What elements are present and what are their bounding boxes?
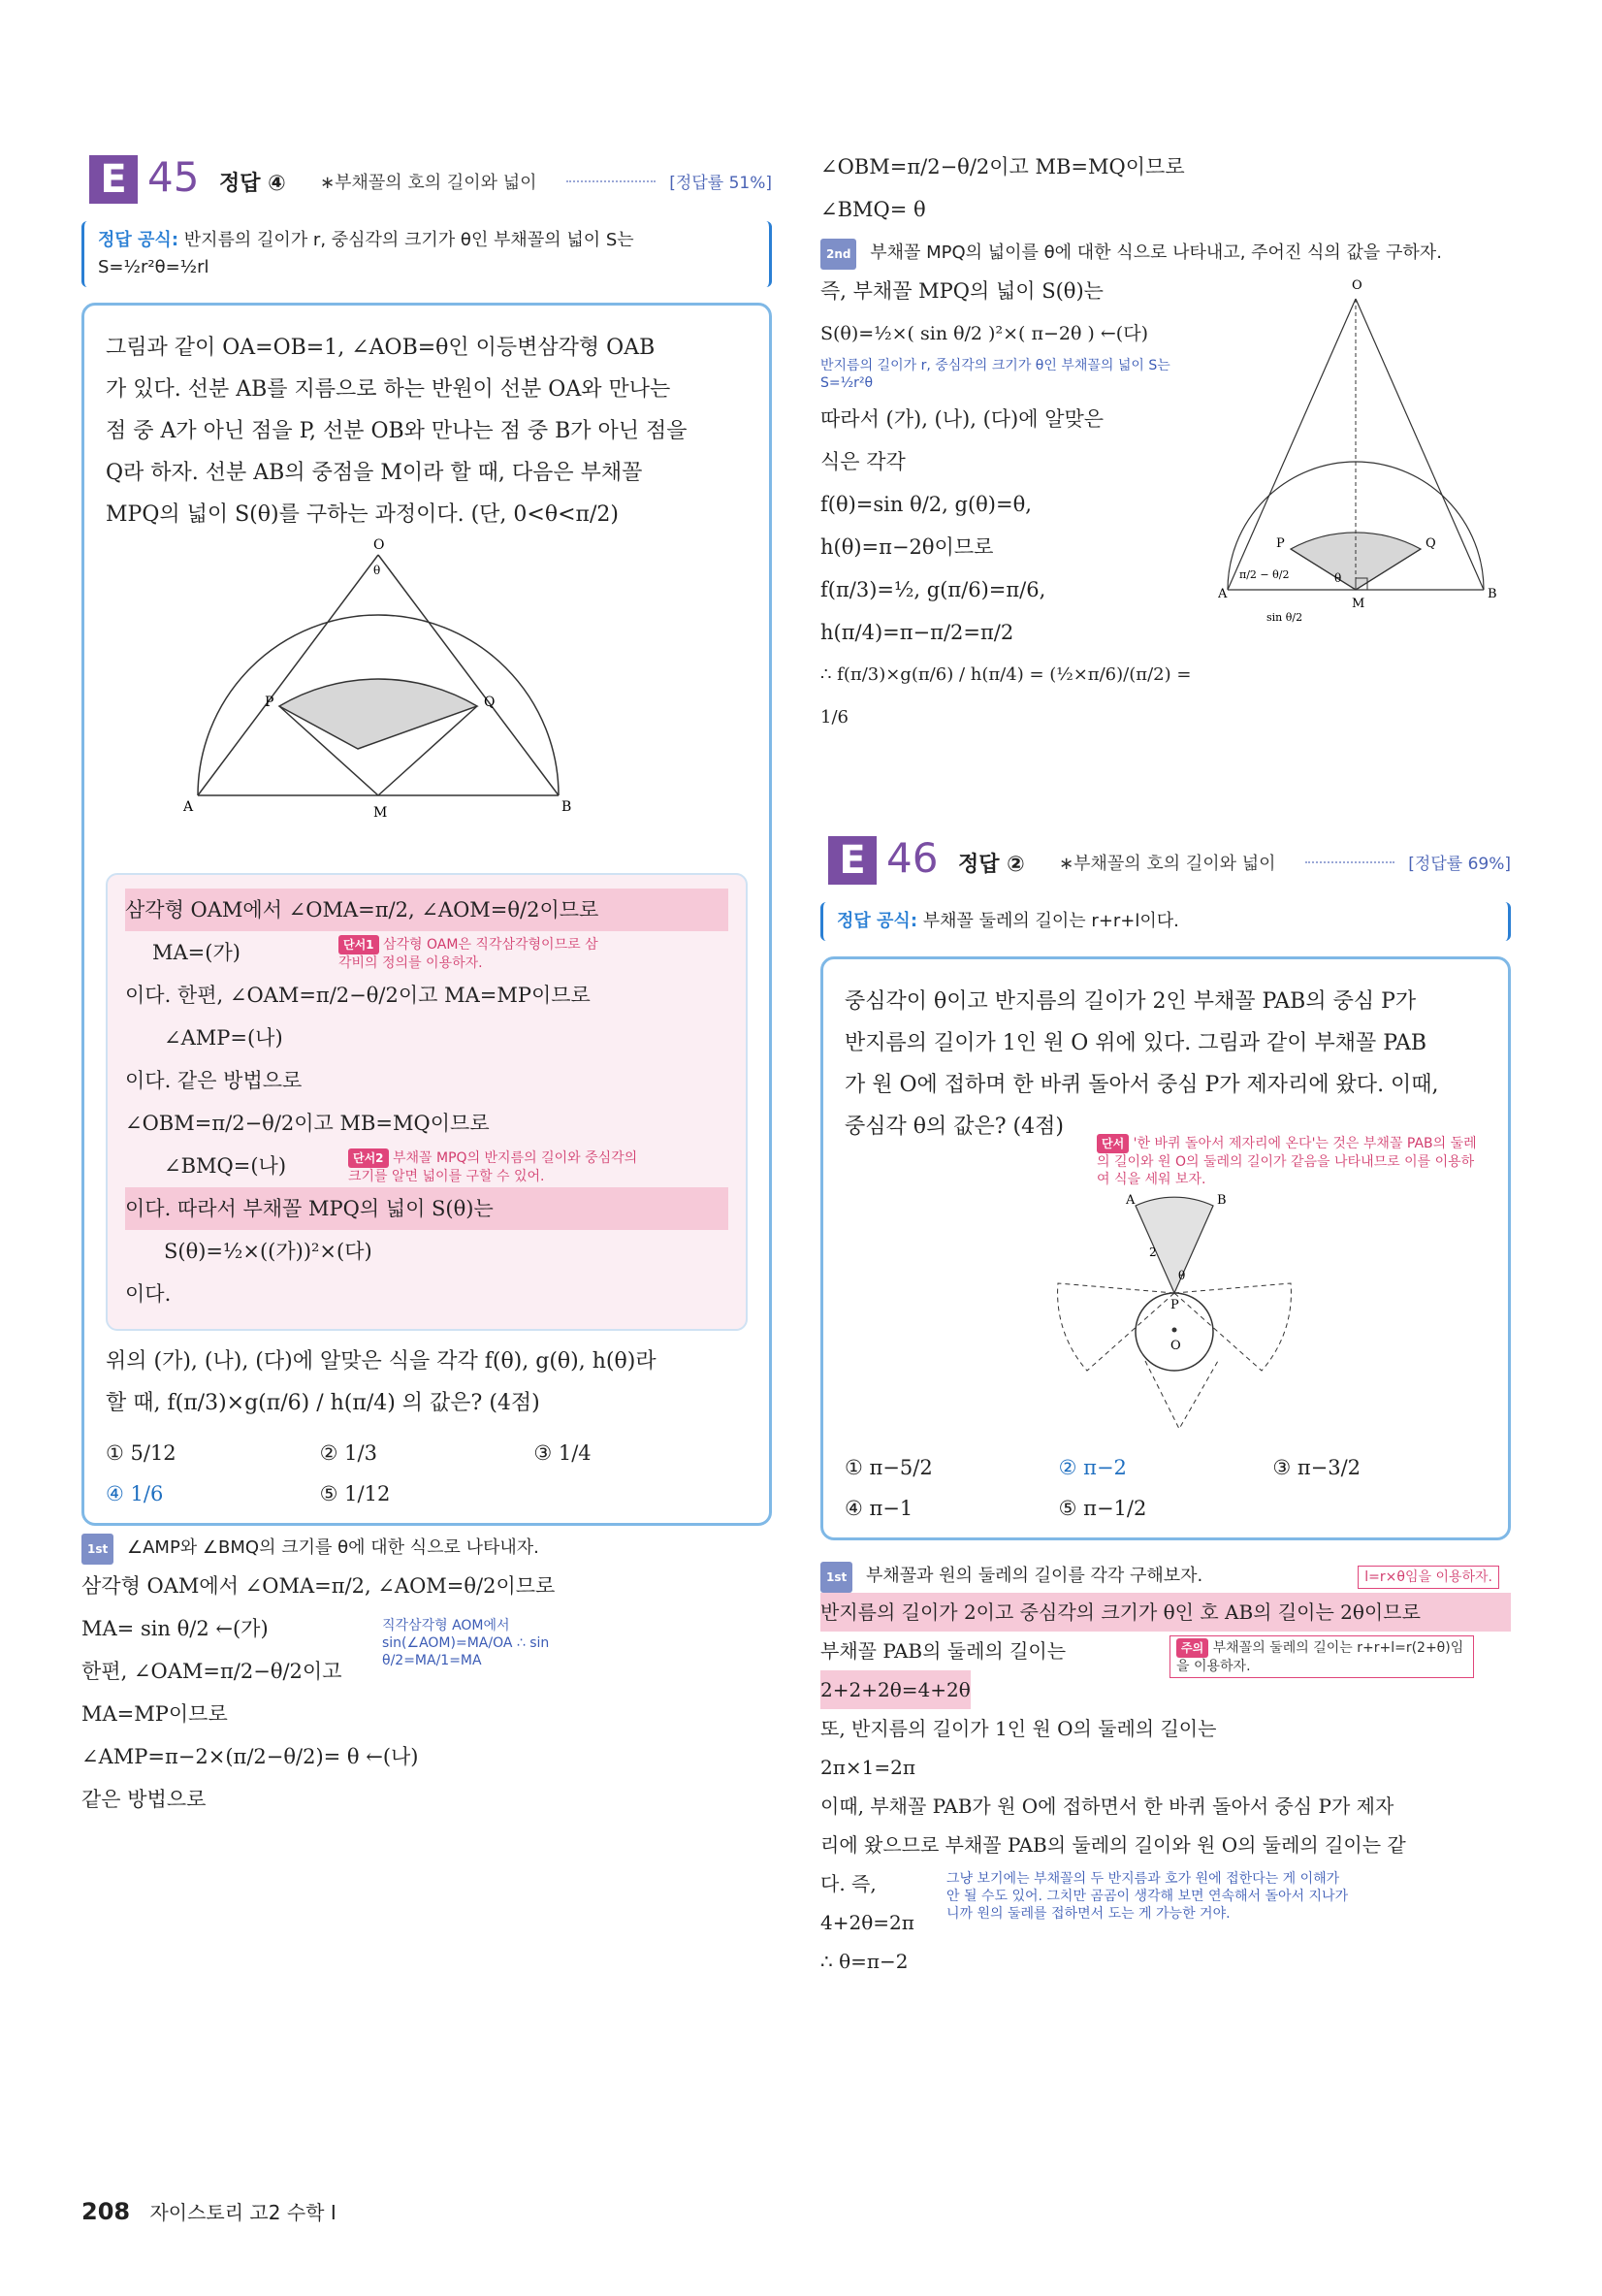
leader-dots — [1305, 861, 1394, 863]
problem-line: 가 있다. 선분 AB를 지름으로 하는 반원이 선분 OA와 만나는 — [106, 377, 671, 402]
rolling-figure-area — [845, 1136, 1487, 1439]
solution-line: 이때, 부채꼴 PAB가 원 O에 접하면서 한 바퀴 돌아서 중심 P가 제자 — [820, 1795, 1394, 1818]
label-a: A — [183, 799, 194, 815]
problem-line: 가 원 O에 접하며 한 바퀴 돌아서 중심 P가 제자리에 왔다. 이때, — [845, 1073, 1439, 1097]
formula-text: 반지름의 길이가 r, 중심각의 크기가 θ인 부채꼴의 넓이 S는 — [183, 230, 634, 250]
problem-number: 46 — [886, 834, 939, 882]
hint-1 — [338, 935, 610, 972]
solution-continued — [820, 146, 1511, 231]
label-o: O — [1170, 1339, 1181, 1353]
formula-label: 정답 공식: — [98, 230, 179, 250]
label-theta: θ — [373, 564, 381, 577]
accuracy-rate: [정답률 69%] — [1408, 855, 1511, 874]
solution-line: 2+2+2θ=4+2θ — [820, 1670, 971, 1709]
proof-line: 이다. 한편, ∠OAM=π/2−θ/2이고 MA=MP이므로 — [125, 984, 591, 1007]
choice-2[interactable]: ② 1/3 — [319, 1441, 377, 1465]
problem-line: 중심각이 θ이고 반지름의 길이가 2인 부채꼴 PAB의 중심 P가 — [845, 989, 1417, 1014]
label-theta: θ — [1334, 571, 1342, 585]
label-sin: sin θ/2 — [1266, 611, 1303, 624]
caution-text: 부채꼴의 둘레의 길이는 r+r+l=r(2+θ)임을 이용하자. — [1176, 1640, 1464, 1674]
problem-line: Q라 하자. 선분 AB의 중점을 M이라 할 때, 다음은 부채꼴 — [106, 461, 643, 485]
solution-line: MA= sin θ/2 ←(가) — [81, 1617, 269, 1640]
solution-line: 반지름의 길이가 2이고 중심각의 크기가 θ인 호 AB의 길이는 2θ이므로 — [820, 1593, 1511, 1632]
problem-text — [106, 327, 748, 535]
caution-2 — [1169, 1635, 1474, 1678]
formula-equation: S=½r²θ=½rl — [98, 257, 209, 277]
problem-box — [81, 303, 772, 1526]
calc-line: f(π/3)=½, g(π/6)=π/6, — [820, 578, 1046, 601]
proof-line: ∠AMP=(나) — [164, 1026, 283, 1050]
problem-line: 반지름의 길이가 1인 원 O 위에 있다. 그림과 같이 부채꼴 PAB — [845, 1031, 1427, 1055]
hint-tag: 단서 — [1097, 1134, 1129, 1153]
step-tag: 1st — [820, 1562, 852, 1593]
step-text: 부채꼴과 원의 둘레의 길이를 각각 구해보자. — [865, 1566, 1203, 1586]
choices-46 — [845, 1456, 1487, 1520]
label-o: O — [373, 537, 385, 553]
solution-line: 4+2θ=2π — [820, 1911, 914, 1934]
proof-box — [106, 873, 748, 1331]
solution-line: 리에 왔으므로 부채꼴 PAB의 둘레의 길이와 원 O의 둘레의 길이는 같 — [820, 1833, 1406, 1857]
choices-45 — [106, 1441, 748, 1505]
label-p: P — [265, 695, 274, 710]
choice-2[interactable]: ② π−2 — [1058, 1456, 1127, 1479]
calc-line: h(θ)=π−2θ이므로 — [820, 535, 994, 559]
proof-line: 이다. 같은 방법으로 — [125, 1069, 303, 1092]
choice-5[interactable]: ⑤ 1/12 — [319, 1482, 391, 1505]
pink-note: 반지름의 길이가 r, 중심각의 크기가 θ인 부채꼴의 넓이 S는 S=½r²θ — [820, 358, 1170, 391]
hint-tag: 단서1 — [338, 935, 379, 954]
label-m: M — [373, 805, 388, 821]
right-column — [820, 146, 1511, 1981]
answer-formula — [820, 902, 1511, 941]
topic-label: ∗부채꼴의 호의 길이와 넓이 — [320, 173, 537, 193]
blue-note: 그냥 보기에는 부채꼴의 두 반지름과 호가 원에 접한다는 게 이해가 안 될 수도 있어. 그치만 곰곰이 생각해 보면 연속해서 돌아서 지나가니까 원의 둘레를 접하면서 도는 게 가능한 거야. — [946, 1871, 1349, 1922]
hint-46 — [1097, 1134, 1485, 1188]
choice-3[interactable]: ③ π−3/2 — [1272, 1456, 1362, 1479]
step-text: ∠AMP와 ∠BMQ의 크기를 θ에 대한 식으로 나타내자. — [126, 1537, 539, 1558]
problem-line: MPQ의 넓이 S(θ)를 구하는 과정이다. (단, 0<θ<π/2) — [106, 502, 619, 527]
calc-line: 식은 각각 — [820, 450, 906, 473]
choice-4[interactable]: ④ π−1 — [845, 1497, 913, 1520]
problem-text — [845, 981, 1487, 1148]
step-1 — [81, 1534, 772, 1565]
caution-tag: 주의 — [1176, 1638, 1208, 1658]
problem-number: 45 — [147, 153, 200, 201]
label-b: B — [1217, 1193, 1227, 1208]
hint-text: '한 바퀴 돌아서 제자리에 온다'는 것은 부채꼴 PAB의 둘레의 길이와 원 O의 둘레의 길이가 같음을 나타내므로 이를 이용하여 식을 세워 보자. — [1097, 1136, 1477, 1187]
solution-line: ∠OBM=π/2−θ/2이고 MB=MQ이므로 — [820, 155, 1185, 178]
proof-line: MA=(가) — [152, 941, 240, 964]
hint-text: 부채꼴 MPQ의 반지름의 길이와 중심각의 크기를 알면 넓이를 구할 수 있어. — [348, 1150, 638, 1184]
label-q: Q — [484, 695, 496, 710]
choice-3[interactable]: ③ 1/4 — [533, 1441, 592, 1465]
label-p: P — [1170, 1298, 1179, 1312]
solution-line: 같은 방법으로 — [81, 1788, 207, 1811]
triangle-figure — [106, 535, 746, 856]
label-q: Q — [1426, 536, 1436, 551]
label-m: M — [1352, 597, 1365, 611]
label-two: 2 — [1149, 1245, 1157, 1259]
hint-tag: 단서2 — [348, 1148, 389, 1168]
rolling-sector-figure — [1000, 1186, 1349, 1439]
solution-line: ∴ θ=π−2 — [820, 1950, 909, 1973]
calc-lines — [820, 270, 1208, 739]
problem-line: 중심각 θ의 값은? (4점) — [845, 1115, 1064, 1139]
calc-block — [820, 270, 1511, 793]
label-p: P — [1276, 536, 1285, 551]
choice-5[interactable]: ⑤ π−1/2 — [1058, 1497, 1147, 1520]
label-o: O — [1352, 278, 1362, 293]
caution-1: l=r×θ임을 이용하자. — [1358, 1566, 1499, 1589]
segment-oa — [198, 555, 381, 795]
step-text: 부채꼴 MPQ의 넓이를 θ에 대한 식으로 나타내고, 주어진 식의 값을 구하자. — [870, 243, 1442, 263]
solution-line: 2π×1=2π — [820, 1756, 915, 1779]
question-line: 할 때, f(π/3)×g(π/6) / h(π/4) 의 값은? (4점) — [106, 1391, 540, 1415]
page-number: 208 — [81, 2198, 131, 2225]
answer-formula — [81, 221, 772, 287]
solution-line: 한편, ∠OAM=π/2−θ/2이고 — [81, 1660, 342, 1683]
calc-line: S(θ)=½×( sin θ/2 )²×( π−2θ ) ←(다) — [820, 323, 1148, 344]
solution-figure — [1218, 270, 1509, 658]
solution-line: 부채꼴 PAB의 둘레의 길이는 — [820, 1639, 1067, 1663]
label-angle: π/2 − θ/2 — [1239, 568, 1290, 581]
label-b: B — [561, 799, 572, 815]
solution-line: MA=MP이므로 — [81, 1702, 228, 1726]
calc-line: 따라서 (가), (나), (다)에 알맞은 — [820, 407, 1105, 431]
proof-line: 이다. 따라서 부채꼴 MPQ의 넓이 S(θ)는 — [125, 1187, 728, 1230]
question-line: 위의 (가), (나), (다)에 알맞은 식을 각각 f(θ), g(θ), h(θ)라 — [106, 1349, 657, 1374]
choice-1[interactable]: ① π−5/2 — [845, 1456, 933, 1479]
proof-line: 이다. — [125, 1282, 172, 1306]
topic-label: ∗부채꼴의 호의 길이와 넓이 — [1059, 854, 1276, 874]
answer-label: 정답 ④ — [219, 172, 286, 196]
label-b: B — [1488, 587, 1497, 601]
calc-line: ∴ f(π/3)×g(π/6) / h(π/4) = (½×π/6)/(π/2) = 1/6 — [820, 664, 1192, 728]
proof-line: 삼각형 OAM에서 ∠OMA=π/2, ∠AOM=θ/2이므로 — [125, 889, 728, 931]
calc-line: f(θ)=sin θ/2, g(θ)=θ, — [820, 493, 1032, 516]
step-2 — [820, 239, 1511, 270]
answer-label: 정답 ② — [958, 853, 1025, 877]
label-a: A — [1218, 587, 1228, 601]
solution-45 — [81, 1565, 772, 1821]
accuracy-rate: [정답률 51%] — [669, 174, 772, 193]
problem-badge: E — [89, 155, 138, 204]
problem-45 — [81, 146, 772, 1821]
solution-line: 또, 반지름의 길이가 1인 원 O의 둘레의 길이는 — [820, 1717, 1217, 1740]
problem-line: 점 중 A가 아닌 점을 P, 선분 OB와 만나는 점 중 B가 아닌 점을 — [106, 419, 688, 443]
proof-line: ∠OBM=π/2−θ/2이고 MB=MQ이므로 — [125, 1112, 490, 1135]
solution-46 — [820, 1593, 1511, 1981]
book-title: 자이스토리 고2 수학 I — [149, 2201, 336, 2224]
calc-line: 즉, 부채꼴 MPQ의 넓이 S(θ)는 — [820, 279, 1104, 303]
label-theta: θ — [1178, 1269, 1186, 1282]
hint-2 — [348, 1148, 639, 1185]
page-footer — [81, 2197, 336, 2225]
solution-line: 삼각형 OAM에서 ∠OMA=π/2, ∠AOM=θ/2이므로 — [81, 1574, 556, 1598]
problem-46-header — [820, 826, 1511, 890]
solution-line: 다. 즉, — [820, 1872, 877, 1895]
calc-line: h(π/4)=π−π/2=π/2 — [820, 621, 1014, 644]
formula-label: 정답 공식: — [837, 911, 918, 931]
solution-line: ∠AMP=π−2×(π/2−θ/2)= θ ←(나) — [81, 1745, 419, 1768]
problem-line: 그림과 같이 OA=OB=1, ∠AOB=θ인 이등변삼각형 OAB — [106, 336, 656, 360]
formula-text: 부채꼴 둘레의 길이는 r+r+l이다. — [922, 911, 1179, 931]
leader-dots — [566, 180, 656, 182]
hint-text: 삼각형 OAM은 직각삼각형이므로 삼각비의 정의를 이용하자. — [338, 937, 598, 971]
step-tag: 1st — [81, 1534, 113, 1565]
label-a: A — [1126, 1193, 1136, 1208]
proof-line: ∠BMQ=(나) — [164, 1154, 287, 1178]
blue-note: 직각삼각형 AOM에서 sin(∠AOM)=MA/OA ∴ sin θ/2=MA/1=MA — [382, 1618, 550, 1668]
problem-badge: E — [828, 836, 877, 885]
choice-4[interactable]: ④ 1/6 — [106, 1482, 164, 1505]
sector-mpq — [279, 679, 477, 749]
step-1-46 — [820, 1562, 1511, 1593]
choice-1[interactable]: ① 5/12 — [106, 1441, 176, 1465]
problem-box — [820, 956, 1511, 1540]
problem-45-header — [81, 146, 772, 210]
segment-ob — [378, 555, 559, 795]
step-tag: 2nd — [820, 239, 856, 270]
proof-line: S(θ)=½×((가))²×(다) — [164, 1240, 372, 1263]
question-text — [106, 1341, 748, 1424]
solution-line: ∠BMQ= θ — [820, 198, 926, 221]
